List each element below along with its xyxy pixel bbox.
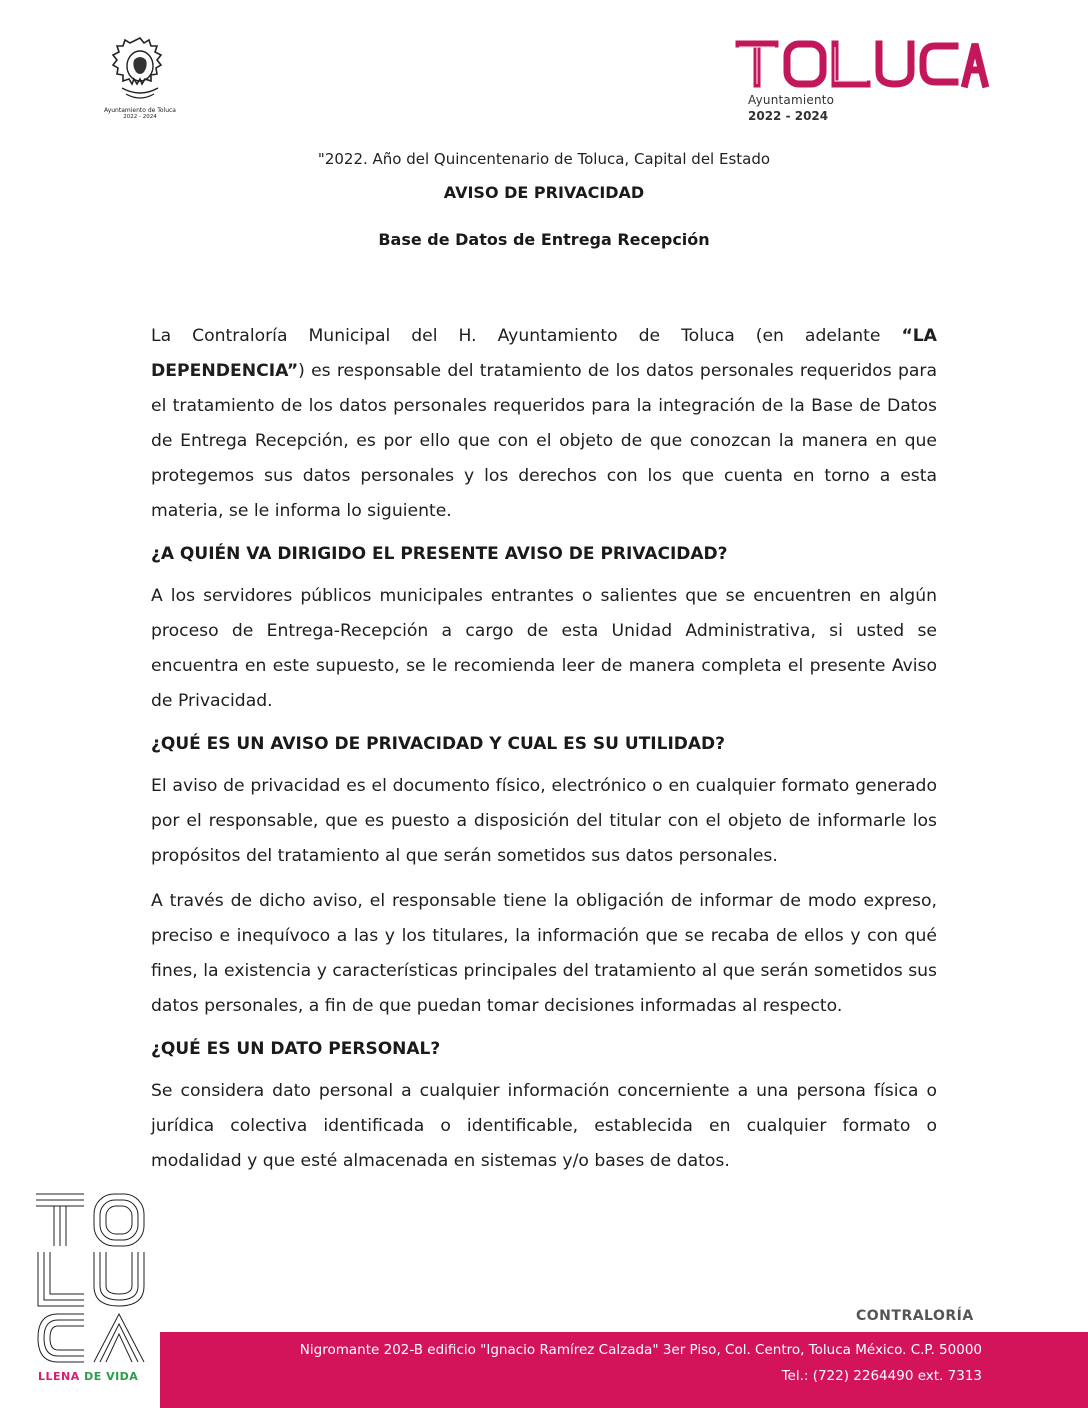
- section-heading: ¿A QUIÉN VA DIRIGIDO EL PRESENTE AVISO DE PRIVACIDAD?: [151, 544, 728, 564]
- department-label: CONTRALORÍA: [856, 1308, 974, 1324]
- section-paragraph: A través de dicho aviso, el responsable tiene la obligación de informar de modo expreso, preciso e inequívoco a las y los titulares, la información que se recaba de ellos y con qué fines, la existencia y características principales del tratamiento al que serán sometidos sus datos personales, a fin de que puedan tomar decisiones informadas al respecto.: [151, 891, 937, 1016]
- document-subtitle: Base de Datos de Entrega Recepción: [378, 230, 710, 249]
- coat-of-arms-icon: [110, 36, 170, 106]
- section-heading: ¿QUÉ ES UN AVISO DE PRIVACIDAD Y CUAL ES SU UTILIDAD?: [151, 734, 726, 754]
- toluca-wordmark-icon: [735, 38, 990, 90]
- document-title: AVISO DE PRIVACIDAD: [443, 183, 645, 202]
- seal-caption: [92, 107, 188, 121]
- llena-de-vida-tagline: [38, 1370, 138, 1383]
- footer-phone: Tel.: (722) 2264490 ext. 7313: [781, 1368, 982, 1384]
- footer-band: [160, 1332, 1088, 1408]
- document-body: [151, 319, 937, 1189]
- section-paragraph: A los servidores públicos municipales entrantes o salientes que se encuentren en algún proceso de Entrega-Recepción a cargo de esta Unidad Administrativa, si usted se encuentra en este supuesto, se le recomienda leer de manera completa el presente Aviso de Privacidad.: [151, 586, 937, 711]
- intro-paragraph: [151, 319, 937, 529]
- municipal-seal: [92, 36, 188, 126]
- toluca-brand-logo: [735, 38, 995, 128]
- intro-bold-term: “LA DEPENDENCIA”: [151, 326, 937, 381]
- toluca-watermark-logo: [34, 1190, 154, 1390]
- tagline-part-2: DE VIDA: [84, 1370, 139, 1383]
- brand-period: 2022 - 2024: [748, 109, 829, 123]
- intro-text-2: ) es responsable del tratamiento de los datos personales requeridos para el tratamiento de los datos personales requeridos para la integración de la Base de Datos de Entrega Recepción, es por ello que con el objeto de que conozcan la manera en que protegemos sus datos personales y los derechos con los que cuenta en torno a esta materia, se le informa lo siguiente.: [151, 361, 937, 521]
- brand-subtitle: Ayuntamiento: [748, 93, 835, 107]
- section-paragraph: Se considera dato personal a cualquier información concerniente a una persona física o jurídica colectiva identificada o identificable, establecida en cualquier formato o modalidad y que esté almacenada en sistemas y/o bases de datos.: [151, 1081, 937, 1171]
- seal-years: 2022 - 2024: [123, 114, 157, 120]
- footer-address: Nigromante 202-B edificio "Ignacio Ramírez Calzada" 3er Piso, Col. Centro, Toluca México. C.P. 50000: [299, 1342, 982, 1358]
- year-motto: "2022. Año del Quincentenario de Toluca, Capital del Estado: [317, 150, 771, 168]
- toluca-outline-letters-icon: [34, 1190, 150, 1366]
- intro-text-1: La Contraloría Municipal del H. Ayuntamiento de Toluca (en adelante: [151, 326, 902, 346]
- section-heading: ¿QUÉ ES UN DATO PERSONAL?: [151, 1039, 441, 1059]
- tagline-part-1: LLENA: [38, 1370, 85, 1383]
- section-paragraph: El aviso de privacidad es el documento físico, electrónico o en cualquier formato generado por el responsable, que es puesto a disposición del titular con el objeto de informarle los propósitos del tratamiento al que serán sometidos sus datos personales.: [151, 776, 937, 866]
- seal-caption-text: Ayuntamiento de Toluca: [104, 107, 176, 114]
